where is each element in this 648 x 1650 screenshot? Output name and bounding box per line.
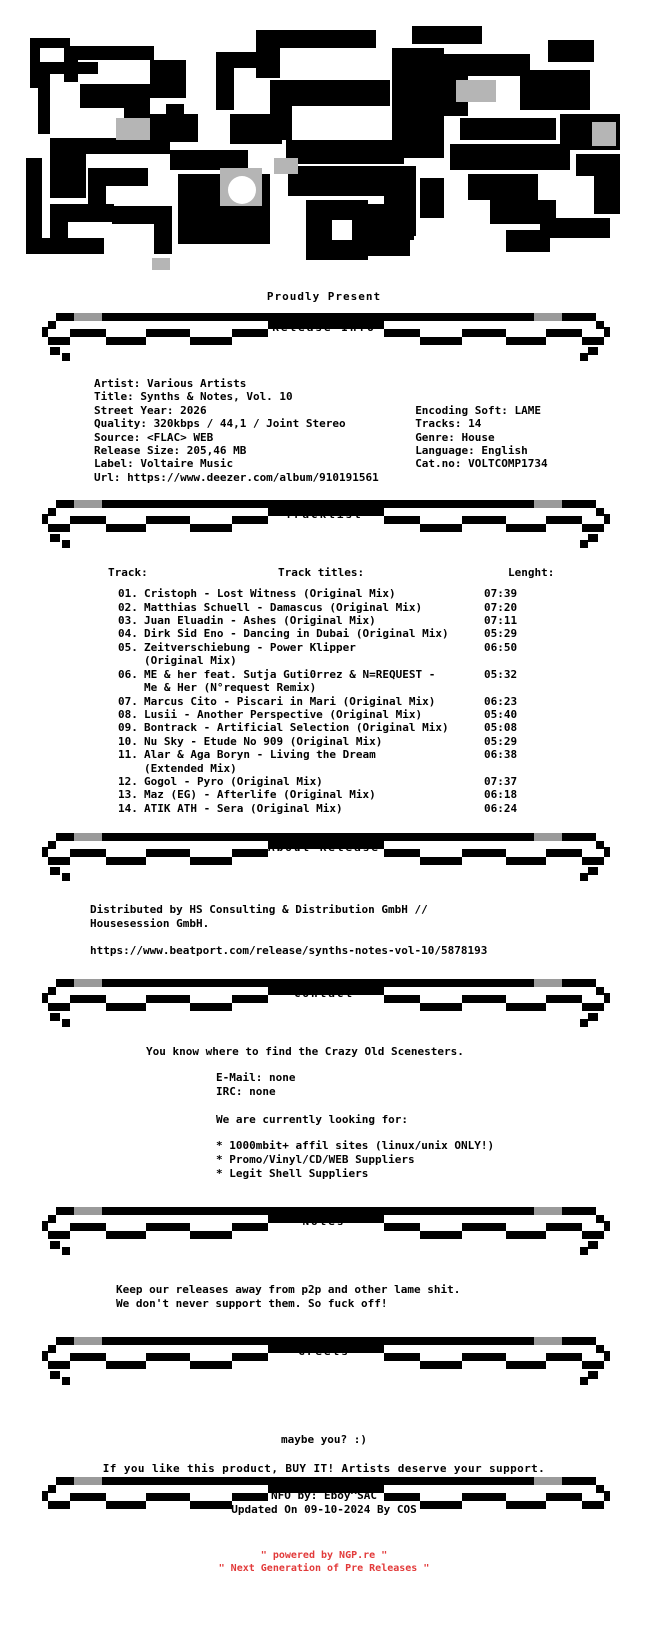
logo-blocks [20, 18, 628, 276]
nfo-updated: Updated On 09-10-2024 By COS [231, 1502, 417, 1516]
track-title: ATIK ATH - Sera (Original Mix) [144, 801, 343, 815]
powered-line-2: " Next Generation of Pre Releases " [218, 1562, 430, 1574]
notes-line-1: Keep our releases away from p2p and other lame shit. [116, 1282, 461, 1296]
track-number: 03. [118, 614, 138, 628]
track-title: Maz (EG) - Afterlife (Original Mix) [144, 788, 376, 802]
info-language: Language: English [415, 444, 528, 457]
about-release-section [28, 833, 620, 957]
about-release-body [28, 885, 620, 930]
track-number: 12. [118, 774, 138, 788]
release-info-body [28, 365, 620, 484]
track-length: 05:40 [484, 707, 518, 721]
info-title: Title: Synths & Notes, Vol. 10 [94, 390, 293, 404]
greets-text: maybe you? :) [280, 1432, 368, 1446]
track-length: 06:24 [484, 801, 518, 815]
tracklist-section [28, 500, 620, 815]
track-length: 06:23 [484, 694, 518, 708]
track-length: 07:39 [484, 587, 518, 601]
track-number: 11. [118, 748, 138, 762]
table-row [118, 601, 620, 614]
info-release-size: Release Size: 205,46 MB [94, 444, 247, 458]
track-length: 05:29 [484, 734, 518, 748]
track-title: Dirk Sid Eno - Dancing in Dubai (Original Mix) [144, 627, 449, 641]
info-artist: Artist: Various Artists [94, 377, 247, 390]
track-length: 06:38 [484, 748, 518, 762]
track-length: 06:50 [484, 640, 518, 654]
tracklist-title: Tracklist [285, 508, 363, 522]
info-source: Source: <FLAC> WEB [94, 430, 214, 444]
track-title-continued: (Extended Mix) [144, 761, 237, 775]
greets-title: Greets [298, 1344, 350, 1358]
tracklist-rows [28, 579, 620, 815]
track-title: Nu Sky - Etude No 909 (Original Mix) [144, 734, 383, 748]
notes-title: Notes [302, 1214, 346, 1228]
info-label: Label: Voltaire Music [94, 457, 234, 471]
track-title: Zeitverschiebung - Power Klipper [144, 640, 356, 654]
info-catno: Cat.no: VOLTCOMP1734 [415, 457, 548, 471]
info-encoding-soft: Encoding Soft: LAME [415, 403, 542, 417]
table-row [118, 802, 620, 815]
info-genre: Genre: House [415, 430, 495, 444]
track-number: 02. [118, 600, 138, 614]
footer-frame [28, 1477, 620, 1533]
table-row [118, 641, 620, 654]
release-info-title: Release Info [272, 321, 376, 334]
tracklist-header-row [28, 552, 620, 579]
track-title: Juan Eluadin - Ashes (Original Mix) [144, 614, 376, 628]
table-row [118, 695, 620, 708]
proudly-present-text: Proudly Present [266, 290, 382, 303]
track-length: 05:29 [484, 627, 518, 641]
list-item: * Legit Shell Suppliers [216, 1166, 369, 1180]
track-title: Matthias Schuell - Damascus (Original Mix) [144, 600, 423, 614]
greets-section [28, 1337, 620, 1446]
contact-looking-for: We are currently looking for: [216, 1112, 409, 1126]
track-title: Cristoph - Lost Witness (Original Mix) [144, 587, 396, 601]
table-row [118, 735, 620, 748]
track-title-continued: (Original Mix) [144, 654, 237, 668]
table-row [118, 775, 620, 788]
contact-body [28, 1031, 620, 1181]
track-length: 05:32 [484, 667, 518, 681]
table-row [118, 614, 620, 627]
track-title: Alar & Aga Boryn - Living the Dream [144, 748, 376, 762]
about-release-title: About Release [267, 841, 381, 855]
contact-section [28, 979, 620, 1181]
list-item: * Promo/Vinyl/CD/WEB Suppliers [216, 1152, 415, 1166]
tracklist-header-track: Track: [108, 566, 148, 580]
track-number: 14. [118, 801, 138, 815]
table-row [118, 788, 620, 801]
contact-title: Contact [293, 986, 355, 1000]
track-number: 07. [118, 694, 138, 708]
track-number: 09. [118, 721, 138, 735]
release-info-section [28, 313, 620, 484]
track-number: 13. [118, 788, 138, 802]
release-info-left-column [94, 377, 415, 484]
release-info-right-column [415, 377, 620, 484]
track-title: Marcus Cito - Piscari in Mari (Original Mix) [144, 694, 436, 708]
track-number: 08. [118, 707, 138, 721]
info-tracks: Tracks: 14 [415, 417, 482, 431]
about-line-2: Housesession GmbH. [90, 916, 210, 930]
contact-email: E-Mail: none [216, 1070, 296, 1084]
table-row [118, 708, 620, 721]
tracklist-header-length: Lenght: [508, 566, 555, 580]
contact-intro: You know where to find the Crazy Old Scenesters. [146, 1044, 464, 1058]
track-number: 05. [118, 640, 138, 654]
track-number: 04. [118, 627, 138, 641]
track-title: ME & her feat. Sutja Guti0rrez & N=REQUEST - [144, 667, 436, 681]
track-title: Gogol - Pyro (Original Mix) [144, 774, 323, 788]
track-number: 01. [118, 587, 138, 601]
track-length: 06:18 [484, 788, 518, 802]
table-row [118, 627, 620, 640]
buy-it-message: If you like this product, BUY IT! Artists deserve your support. [102, 1461, 546, 1475]
info-url[interactable]: Url: https://www.deezer.com/album/910191561 [94, 470, 379, 484]
contact-irc: IRC: none [216, 1084, 276, 1098]
track-length: 07:20 [484, 600, 518, 614]
powered-line-1: " powered by NGP.re " [260, 1549, 388, 1561]
notes-section [28, 1207, 620, 1311]
tracklist-header-titles: Track titles: [278, 566, 365, 580]
about-line-1: Distributed by HS Consulting & Distribution GmbH // [90, 903, 428, 917]
notes-body [28, 1259, 620, 1311]
track-number: 10. [118, 734, 138, 748]
track-title-continued: Me & Her (N°request Remix) [144, 681, 317, 695]
notes-line-2: We don't never support them. So fuck off! [116, 1296, 388, 1310]
info-quality: Quality: 320kbps / 44,1 / Joint Stereo [94, 417, 346, 431]
list-item: * 1000mbit+ affil sites (linux/unix ONLY!) [216, 1138, 495, 1152]
table-row [118, 721, 620, 734]
nfo-author: NFO by: Eboy^SAC [271, 1488, 377, 1502]
contact-wanted-list [28, 1127, 620, 1181]
table-row [118, 748, 620, 761]
ascii-art-logo [20, 18, 628, 276]
table-row [118, 587, 620, 600]
powered-by-footer [0, 1549, 648, 1589]
table-row [118, 668, 620, 681]
track-title: Lusii - Another Perspective (Original Mix) [144, 707, 423, 721]
nfo-document [0, 18, 648, 1589]
track-number: 06. [118, 667, 138, 681]
track-length: 05:08 [484, 721, 518, 735]
track-title: Bontrack - Artificial Selection (Original Mix) [144, 721, 449, 735]
track-length: 07:37 [484, 774, 518, 788]
info-street-year: Street Year: 2026 [94, 403, 207, 417]
about-release-url[interactable]: https://www.beatport.com/release/synths-notes-vol-10/5878193 [90, 943, 488, 957]
track-length: 07:11 [484, 614, 518, 628]
